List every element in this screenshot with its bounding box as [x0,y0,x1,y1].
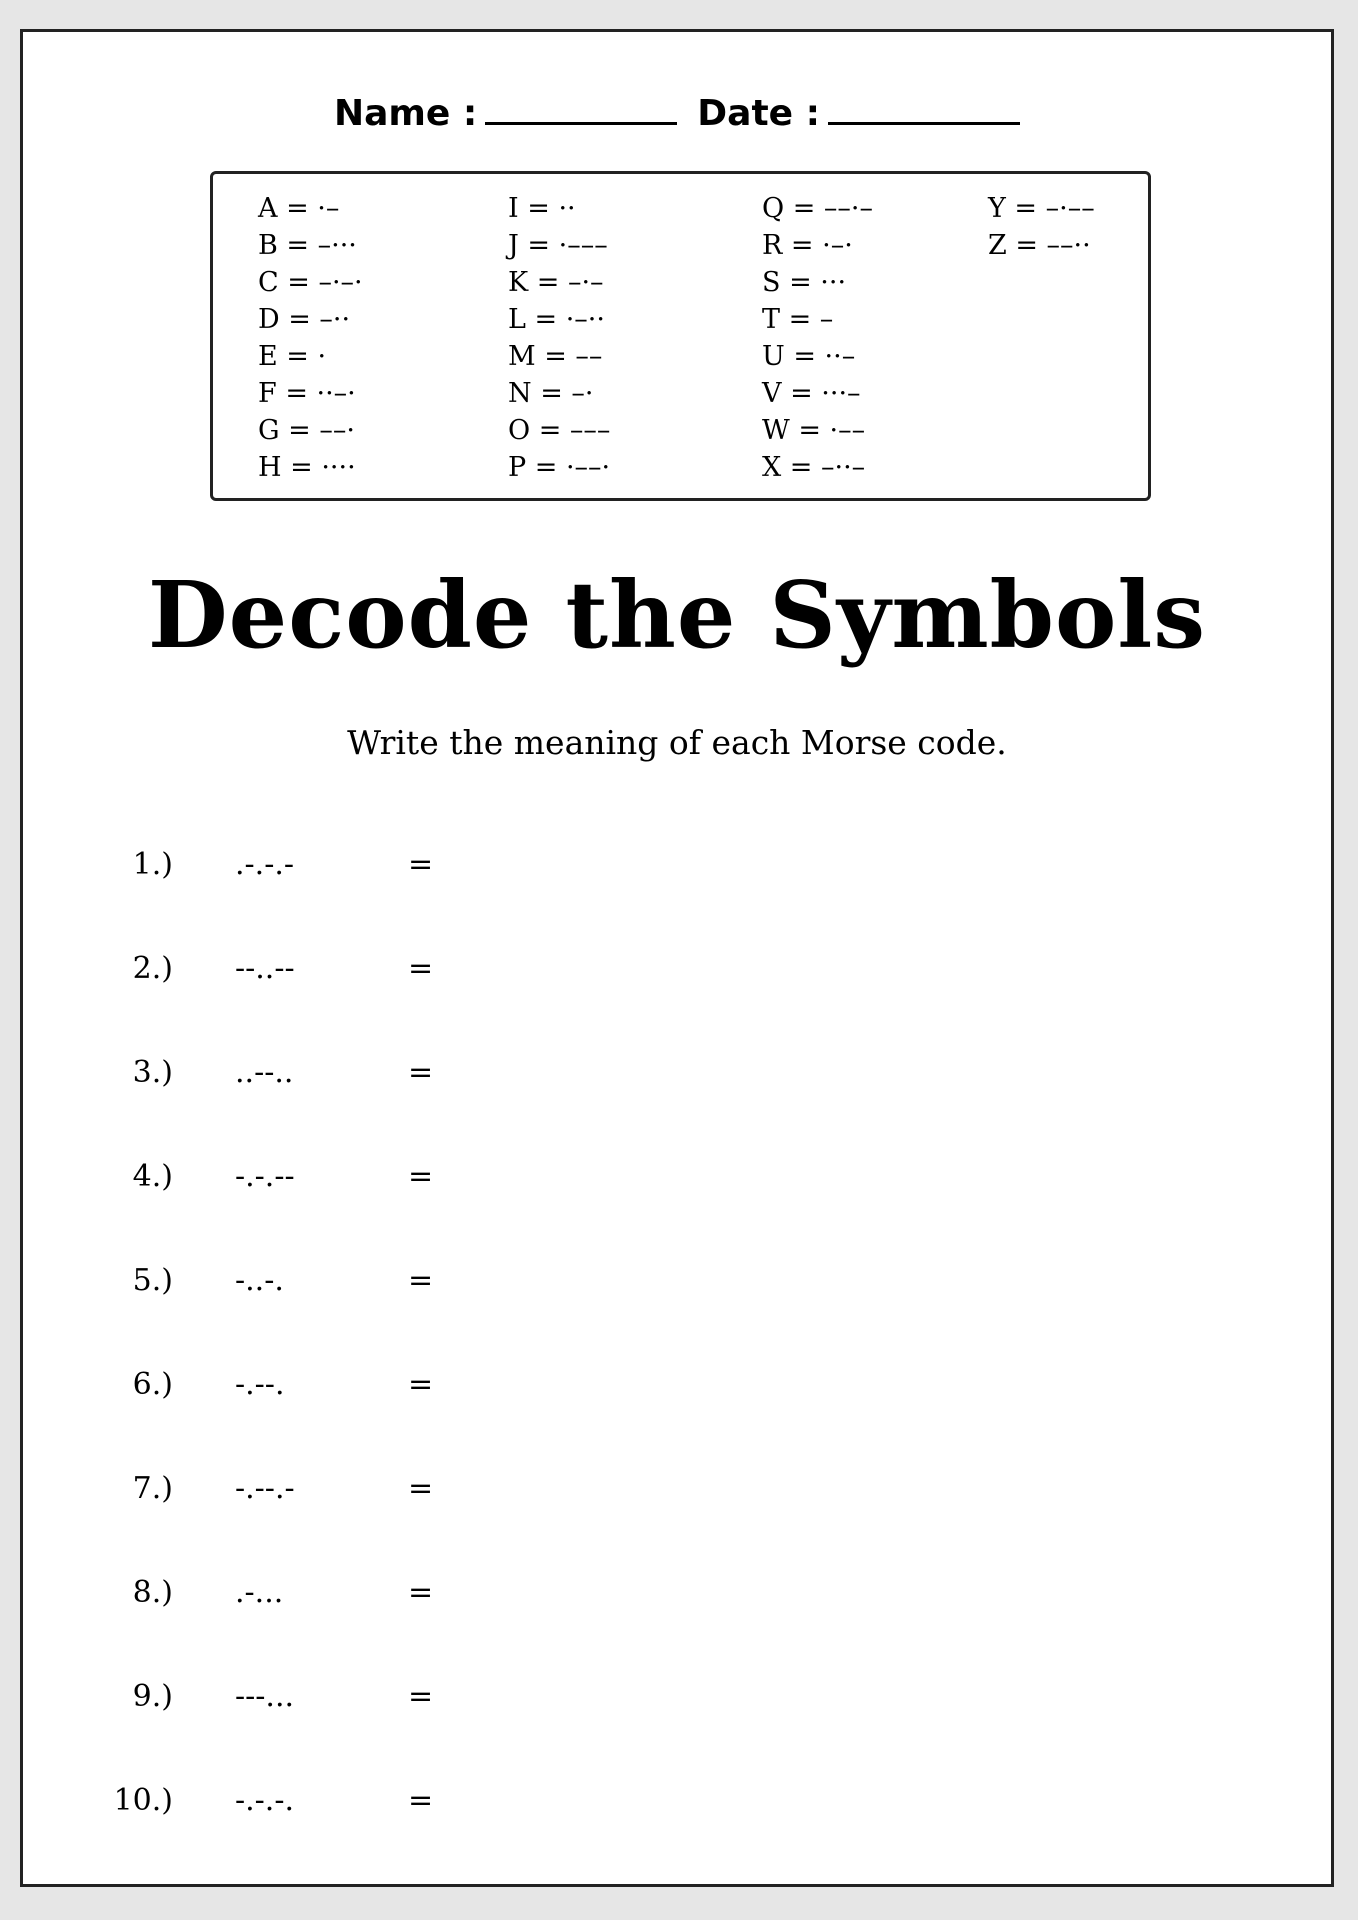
question-number: 4.) [132,1159,173,1194]
key-entry: Z = ––·· [988,230,1091,261]
question-number: 10.) [113,1783,173,1818]
date-label: Date : [697,93,820,134]
worksheet-page [20,29,1334,1887]
equals-sign: = [408,951,434,986]
question-row [23,1048,1331,1098]
morse-code: .-... [235,1575,284,1610]
equals-sign: = [408,1783,434,1818]
equals-sign: = [408,1367,434,1402]
morse-code: -.-.-. [235,1783,295,1818]
key-entry: J = ·––– [508,230,608,261]
question-number: 9.) [132,1679,173,1714]
key-entry: U = ··– [762,341,856,372]
question-row [23,1360,1331,1410]
question-number: 2.) [132,951,173,986]
question-row [23,840,1331,890]
question-row [23,1464,1331,1514]
equals-sign: = [408,1679,434,1714]
question-number: 7.) [132,1471,173,1506]
equals-sign: = [408,1159,434,1194]
key-entry: V = ···– [762,378,861,409]
morse-code: ..--.. [235,1055,294,1090]
morse-code: .-.-.- [235,847,295,882]
key-entry: E = · [258,341,327,372]
key-entry: B = –··· [258,230,357,261]
name-blank-line[interactable] [485,92,677,125]
morse-code: -.--. [235,1367,285,1402]
key-entry: A = ·– [258,193,340,224]
key-entry: T = – [762,304,834,335]
key-entry: C = –·–· [258,267,363,298]
morse-code: -.--.- [235,1471,295,1506]
morse-code: --..-- [235,951,295,986]
key-column-3 [762,190,873,486]
page-title: Decode the Symbols [147,561,1207,669]
question-row [23,1672,1331,1722]
key-entry: D = –·· [258,304,351,335]
key-entry: W = ·–– [762,415,866,446]
morse-code: ---... [235,1679,295,1714]
question-number: 8.) [132,1575,173,1610]
key-entry: Y = –·–– [988,193,1095,224]
key-entry: H = ···· [258,452,356,483]
key-entry: F = ··–· [258,378,356,409]
date-blank-line[interactable] [828,92,1020,125]
equals-sign: = [408,1471,434,1506]
key-entry: X = –··– [762,452,866,483]
morse-code: -..-. [235,1263,284,1298]
question-row [23,944,1331,994]
question-row [23,1568,1331,1618]
name-date-header [23,92,1331,134]
question-row [23,1776,1331,1826]
equals-sign: = [408,1055,434,1090]
equals-sign: = [408,1575,434,1610]
question-number: 3.) [132,1055,173,1090]
instruction-text: Write the meaning of each Morse code. [347,723,1007,762]
key-entry: G = ––· [258,415,355,446]
key-entry: R = ·–· [762,230,853,261]
key-column-1 [258,190,363,486]
key-entry: I = ·· [508,193,576,224]
key-entry: N = –· [508,378,594,409]
question-row [23,1256,1331,1306]
question-number: 5.) [132,1263,173,1298]
key-entry: M = –– [508,341,603,372]
name-label: Name : [333,93,478,134]
question-row [23,1152,1331,1202]
key-entry: P = ·––· [508,452,611,483]
key-entry: K = –·– [508,267,604,298]
key-column-4 [988,190,1095,264]
equals-sign: = [408,1263,434,1298]
key-entry: O = ––– [508,415,611,446]
morse-key-box [210,171,1151,501]
key-entry: S = ··· [762,267,847,298]
equals-sign: = [408,847,434,882]
question-number: 6.) [132,1367,173,1402]
morse-code: -.-.-- [235,1159,295,1194]
key-entry: L = ·–·· [508,304,605,335]
key-column-2 [508,190,610,486]
key-entry: Q = ––·– [762,193,874,224]
question-number: 1.) [132,847,173,882]
